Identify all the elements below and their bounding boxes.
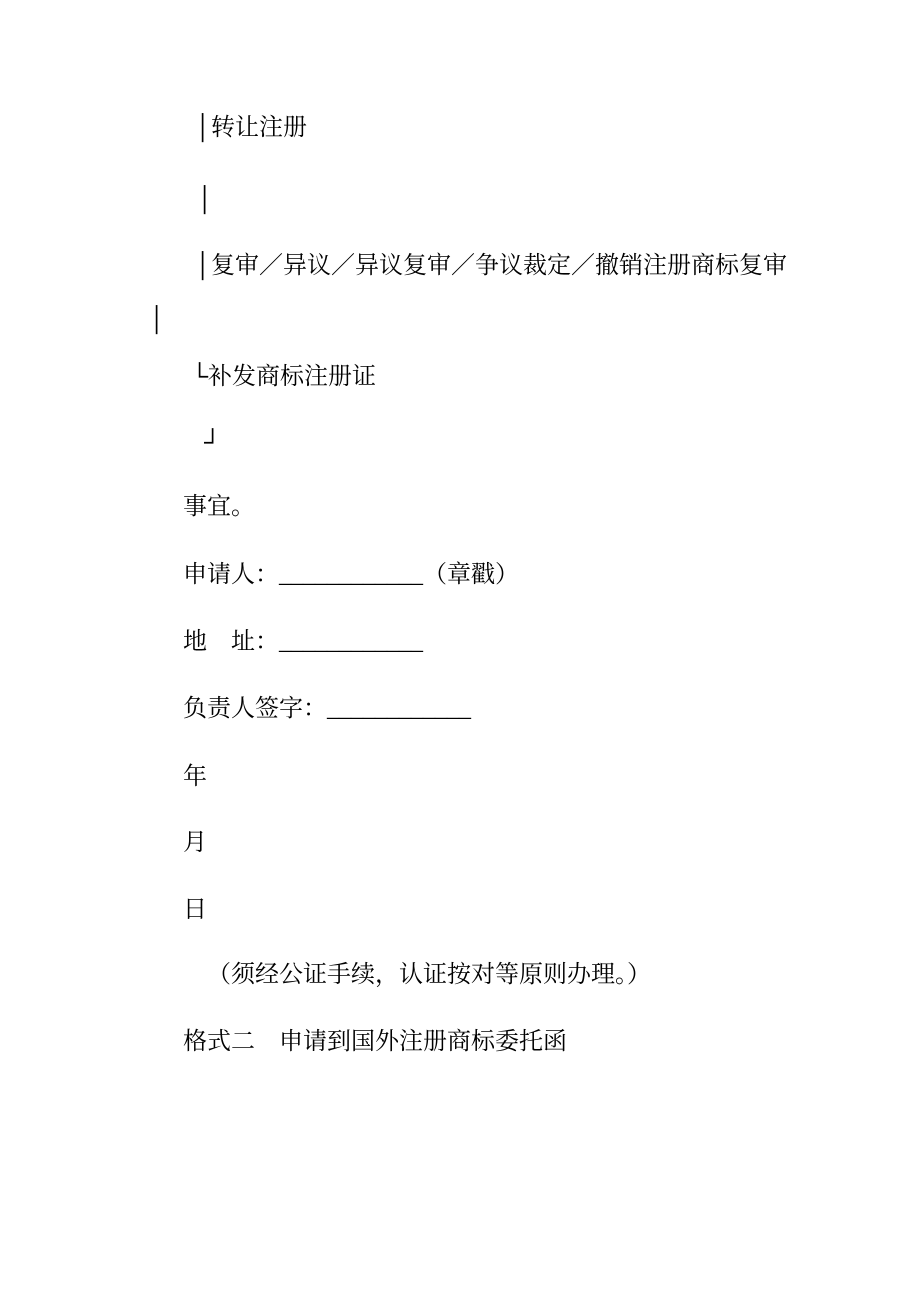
signature-blank-field: ____________ (327, 696, 471, 722)
format-two-heading: 格式二 申请到国外注册商标委托函 (183, 1029, 567, 1055)
date-year-line: 年 (183, 764, 207, 790)
flow-connector-corner: ┘ (204, 430, 222, 456)
date-day-line: 日 (183, 897, 207, 923)
flow-connector-vertical-2: │ (148, 307, 166, 333)
flow-item-reissue-certificate: └补发商标注册证 (191, 364, 377, 390)
applicant-label: 申请人： (183, 562, 279, 588)
flow-item-review-options: │复审／异议／异议复审／争议裁定／撤销注册商标复审 (194, 253, 788, 279)
matters-line: 事宜。 (183, 494, 255, 520)
address-line (183, 627, 423, 657)
applicant-line (183, 560, 519, 590)
applicant-blank-field: ____________ (279, 562, 423, 588)
date-month-line: 月 (183, 830, 207, 856)
notarization-note: （须经公证手续，认证按对等原则办理。） (207, 962, 651, 988)
address-label: 地 址： (183, 629, 279, 655)
signature-label: 负责人签字： (183, 696, 327, 722)
flow-connector-vertical-1: │ (196, 187, 214, 213)
applicant-seal-label: （章戳） (423, 562, 519, 588)
flow-item-transfer-registration: │转让注册 (194, 115, 308, 141)
address-blank-field: ____________ (279, 629, 423, 655)
signature-line (183, 694, 471, 724)
